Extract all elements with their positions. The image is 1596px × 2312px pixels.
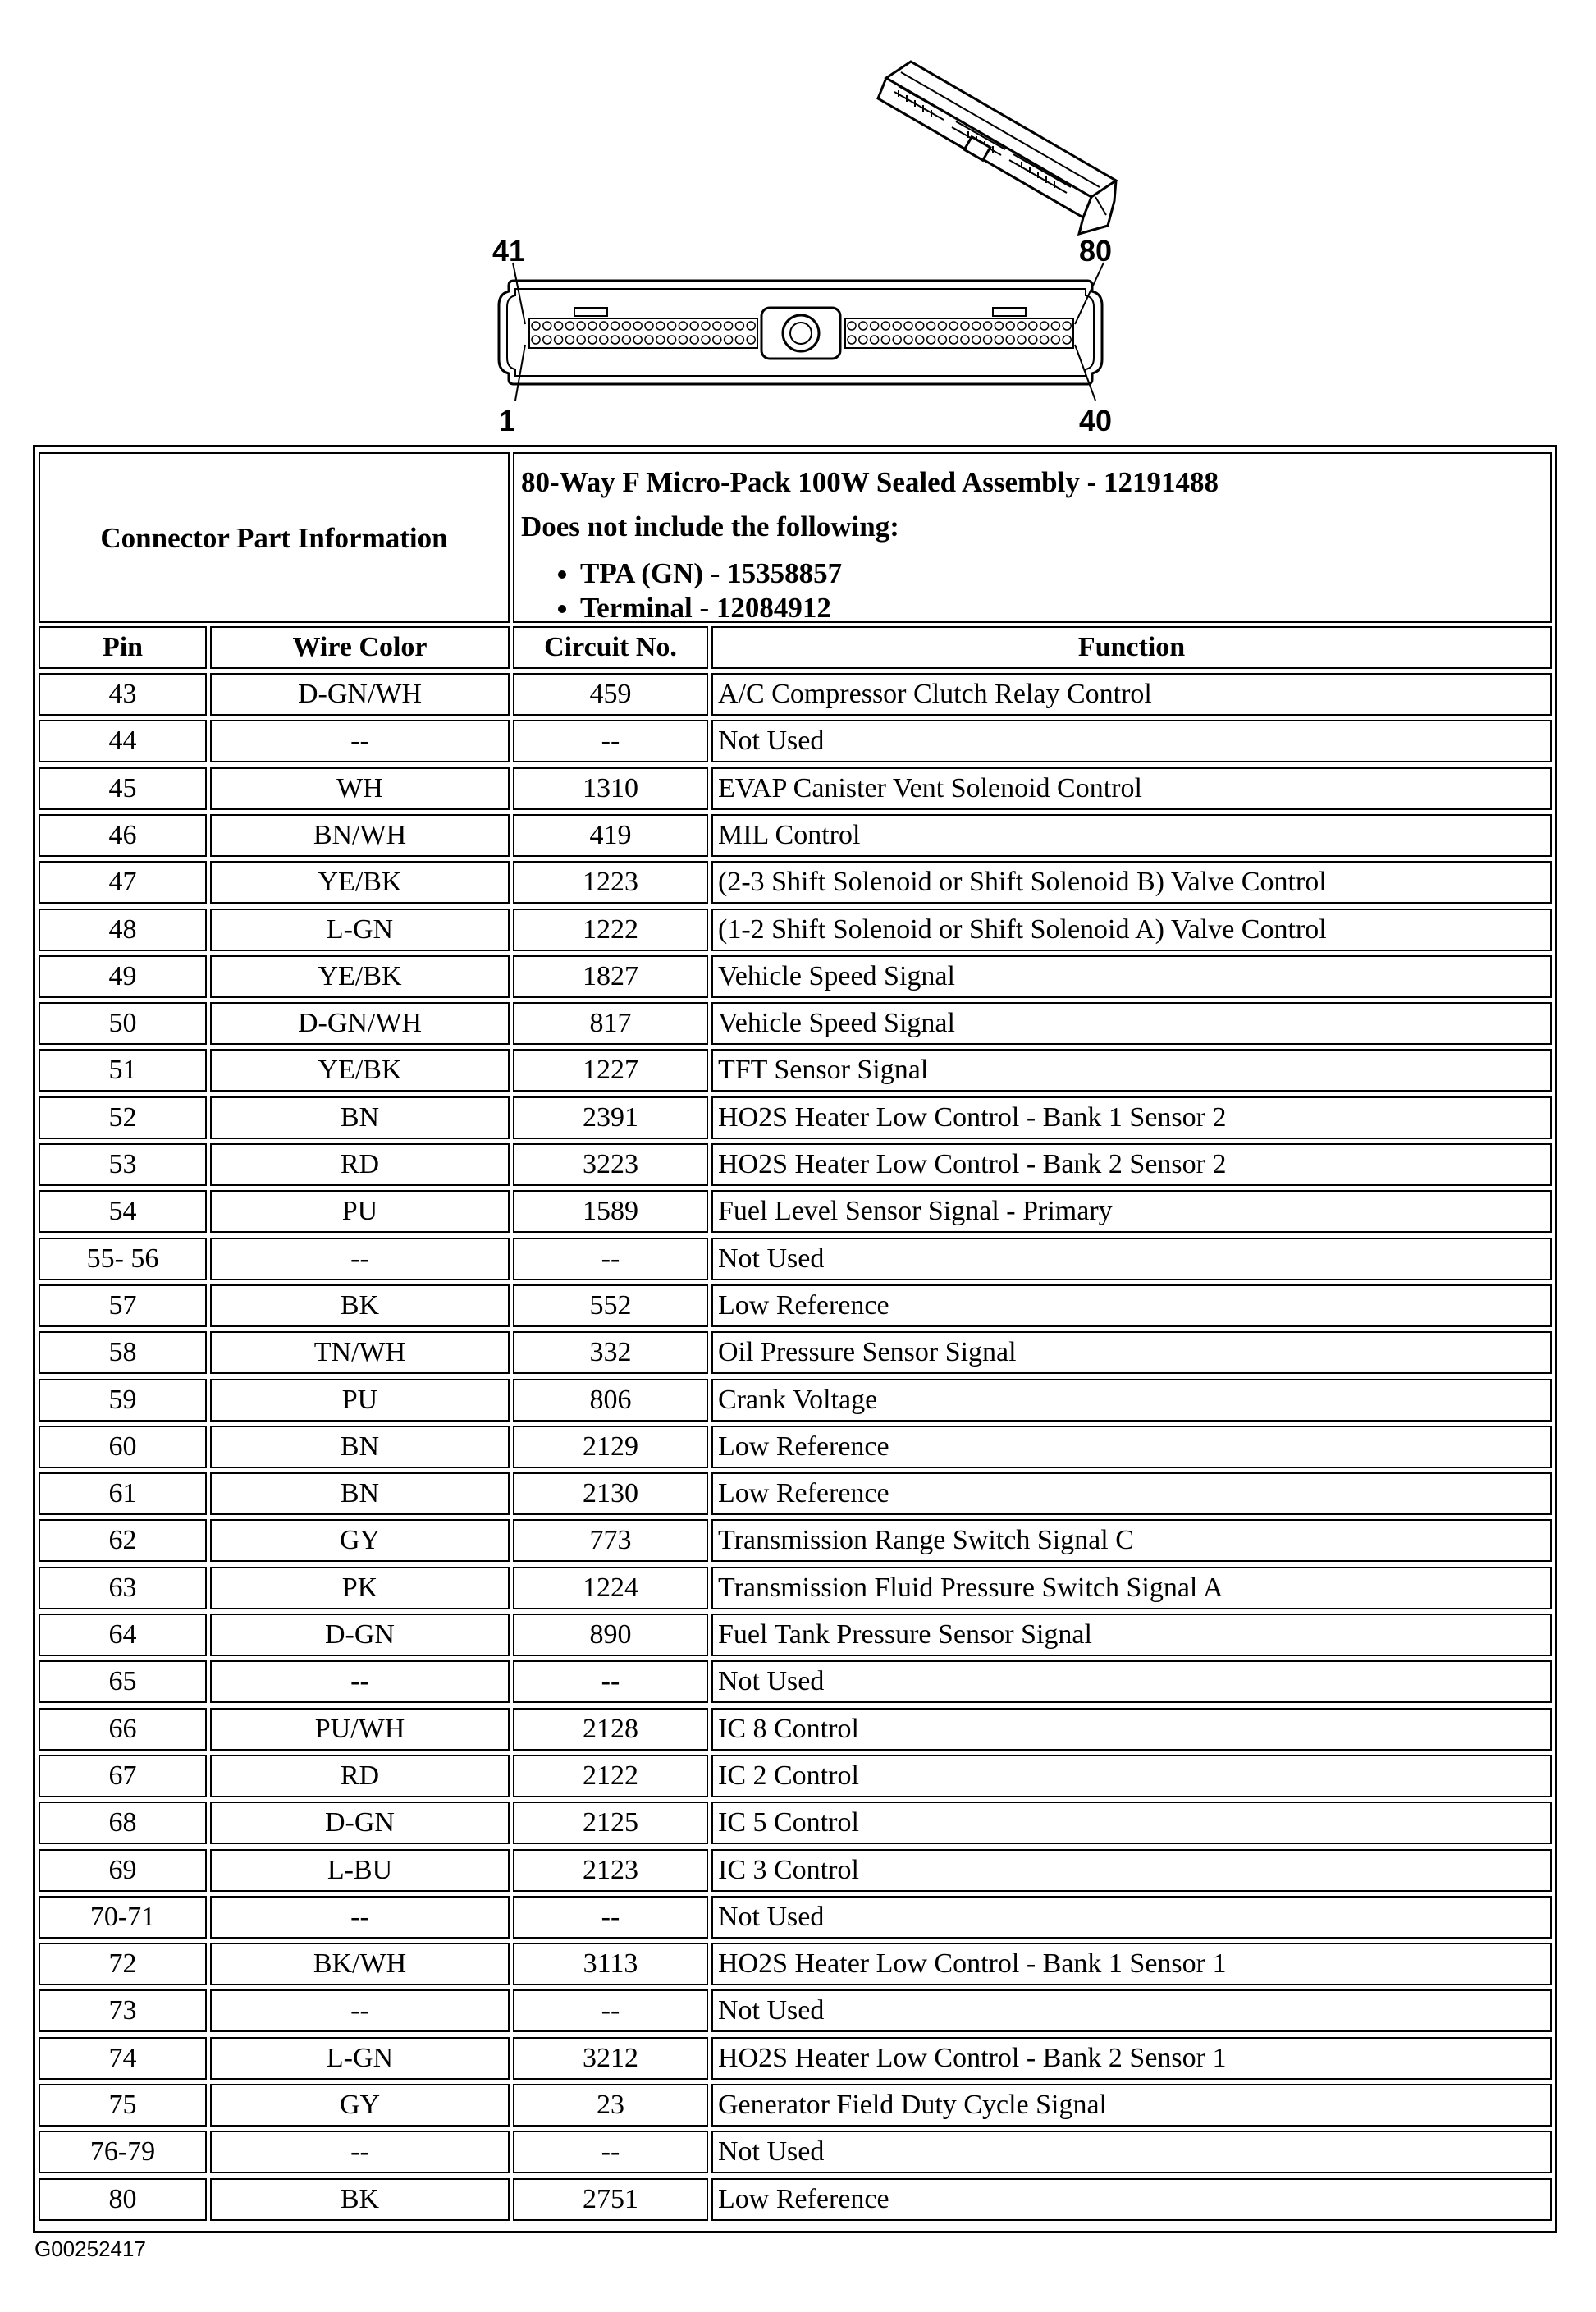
pin-cell: 64 bbox=[39, 1614, 207, 1656]
pin-cavity bbox=[972, 322, 981, 330]
pin-label-40: 40 bbox=[1079, 404, 1113, 437]
header-wire-color: Wire Color bbox=[210, 626, 510, 669]
pin-cavity bbox=[611, 322, 620, 330]
connector-front-view bbox=[499, 263, 1104, 401]
function-cell: Low Reference bbox=[711, 1284, 1552, 1327]
pin-cavity bbox=[1029, 322, 1037, 330]
pin-cavity bbox=[600, 322, 608, 330]
pin-cell: 60 bbox=[39, 1426, 207, 1468]
wire-color-cell: -- bbox=[210, 1660, 510, 1703]
function-cell: (2-3 Shift Solenoid or Shift Solenoid B) Valve Control bbox=[711, 861, 1552, 904]
function-cell: HO2S Heater Low Control - Bank 2 Sensor 1 bbox=[711, 2037, 1552, 2080]
function-cell: Transmission Range Switch Signal C bbox=[711, 1519, 1552, 1562]
pin-cavity bbox=[881, 322, 889, 330]
function-cell: HO2S Heater Low Control - Bank 1 Sensor 1 bbox=[711, 1943, 1552, 1985]
circuit-number-cell: 1310 bbox=[513, 767, 708, 810]
wire-color-cell: RD bbox=[210, 1143, 510, 1186]
function-cell: MIL Control bbox=[711, 814, 1552, 857]
wire-color-cell: L-GN bbox=[210, 909, 510, 951]
pin-cell: 74 bbox=[39, 2037, 207, 2080]
pin-cavity bbox=[656, 336, 665, 344]
pin-cavity bbox=[679, 336, 687, 344]
wire-color-cell: BN bbox=[210, 1472, 510, 1515]
pin-cell: 43 bbox=[39, 673, 207, 716]
pin-cavity bbox=[555, 322, 563, 330]
connector-diagram bbox=[0, 0, 1596, 447]
pin-cell: 75 bbox=[39, 2084, 207, 2127]
pin-cell: 49 bbox=[39, 955, 207, 998]
wire-color-cell: WH bbox=[210, 767, 510, 810]
pin-cell: 67 bbox=[39, 1755, 207, 1797]
pin-cavity bbox=[881, 336, 889, 344]
circuit-number-cell: 2123 bbox=[513, 1849, 708, 1892]
wire-color-cell: L-GN bbox=[210, 2037, 510, 2080]
function-cell: IC 8 Control bbox=[711, 1708, 1552, 1751]
circuit-number-cell: -- bbox=[513, 1896, 708, 1939]
pin-cavity bbox=[893, 322, 901, 330]
pin-cavity bbox=[927, 322, 935, 330]
header-function: Function bbox=[711, 626, 1552, 669]
circuit-number-cell: 773 bbox=[513, 1519, 708, 1562]
pin-cavity bbox=[645, 322, 653, 330]
wire-color-cell: BN bbox=[210, 1096, 510, 1139]
pin-cell: 72 bbox=[39, 1943, 207, 1985]
info-label-text: Connector Part Information bbox=[100, 521, 448, 554]
circuit-number-cell: 2391 bbox=[513, 1096, 708, 1139]
pin-cavity bbox=[735, 336, 743, 344]
pin-cavity bbox=[871, 336, 879, 344]
function-cell: Not Used bbox=[711, 2131, 1552, 2173]
circuit-number-cell: 552 bbox=[513, 1284, 708, 1327]
circuit-number-cell: 419 bbox=[513, 814, 708, 857]
pin-cell: 66 bbox=[39, 1708, 207, 1751]
pin-cavity bbox=[961, 336, 969, 344]
circuit-number-cell: 1589 bbox=[513, 1190, 708, 1233]
circuit-number-cell: 1223 bbox=[513, 861, 708, 904]
pin-cavity bbox=[1018, 336, 1026, 344]
pin-cavity bbox=[859, 322, 867, 330]
assembly-part-number: 80-Way F Micro-Pack 100W Sealed Assembly - 12191488 bbox=[521, 466, 1219, 498]
excluded-item-tpa: • TPA (GN) - 15358857 bbox=[580, 556, 1543, 591]
pin-cell: 61 bbox=[39, 1472, 207, 1515]
pin-cavity bbox=[668, 322, 676, 330]
pin-cavity bbox=[995, 322, 1003, 330]
pin-cell: 73 bbox=[39, 1989, 207, 2032]
function-cell: HO2S Heater Low Control - Bank 1 Sensor 2 bbox=[711, 1096, 1552, 1139]
pin-cavity bbox=[668, 336, 676, 344]
wire-color-cell: D-GN/WH bbox=[210, 673, 510, 716]
pin-cavity bbox=[938, 336, 946, 344]
pin-cavity bbox=[848, 322, 856, 330]
function-cell: Not Used bbox=[711, 1989, 1552, 2032]
function-cell: TFT Sensor Signal bbox=[711, 1049, 1552, 1092]
pin-cavity bbox=[725, 336, 733, 344]
pin-cavity bbox=[633, 322, 642, 330]
pin-cavity bbox=[679, 322, 687, 330]
pin-label-1: 1 bbox=[499, 404, 516, 437]
wire-color-cell: GY bbox=[210, 2084, 510, 2127]
pin-cell: 69 bbox=[39, 1849, 207, 1892]
connector-part-info-label bbox=[39, 452, 510, 623]
function-cell: Low Reference bbox=[711, 1472, 1552, 1515]
wire-color-cell: D-GN bbox=[210, 1614, 510, 1656]
function-cell: Generator Field Duty Cycle Signal bbox=[711, 2084, 1552, 2127]
wire-color-cell: PU bbox=[210, 1379, 510, 1422]
pin-cell: 59 bbox=[39, 1379, 207, 1422]
pin-cavity bbox=[565, 322, 574, 330]
pin-cavity bbox=[645, 336, 653, 344]
pin-cell: 51 bbox=[39, 1049, 207, 1092]
pin-cell: 54 bbox=[39, 1190, 207, 1233]
pin-cavity bbox=[600, 336, 608, 344]
wire-color-cell: YE/BK bbox=[210, 955, 510, 998]
pin-cavity bbox=[1063, 336, 1071, 344]
pin-cell: 50 bbox=[39, 1002, 207, 1045]
pin-cavity bbox=[995, 336, 1003, 344]
pin-cell: 47 bbox=[39, 861, 207, 904]
circuit-number-cell: -- bbox=[513, 1660, 708, 1703]
pin-cell: 62 bbox=[39, 1519, 207, 1562]
pin-cavity bbox=[1006, 322, 1014, 330]
function-cell: IC 5 Control bbox=[711, 1802, 1552, 1844]
wire-color-cell: RD bbox=[210, 1755, 510, 1797]
pin-cavity bbox=[611, 336, 620, 344]
circuit-number-cell: 890 bbox=[513, 1614, 708, 1656]
pin-label-41: 41 bbox=[492, 234, 526, 268]
function-cell: Not Used bbox=[711, 1896, 1552, 1939]
pin-cavity bbox=[725, 322, 733, 330]
pin-cell: 76-79 bbox=[39, 2131, 207, 2173]
wire-color-cell: L-BU bbox=[210, 1849, 510, 1892]
header-circuit-number: Circuit No. bbox=[513, 626, 708, 669]
wire-color-cell: D-GN/WH bbox=[210, 1002, 510, 1045]
pin-cavity bbox=[747, 322, 755, 330]
pin-cavity bbox=[622, 336, 630, 344]
wire-color-cell: BN/WH bbox=[210, 814, 510, 857]
pin-cavity bbox=[1040, 336, 1049, 344]
circuit-number-cell: 2130 bbox=[513, 1472, 708, 1515]
wire-color-cell: PU/WH bbox=[210, 1708, 510, 1751]
pin-cavity bbox=[984, 336, 992, 344]
wire-color-cell: BN bbox=[210, 1426, 510, 1468]
circuit-number-cell: -- bbox=[513, 1989, 708, 2032]
pin-cavity bbox=[633, 336, 642, 344]
header-pin: Pin bbox=[39, 626, 207, 669]
excluded-item-terminal: • Terminal - 12084912 bbox=[580, 591, 1543, 625]
function-cell: Not Used bbox=[711, 1660, 1552, 1703]
pinout-table bbox=[33, 445, 1557, 2233]
pin-cell: 44 bbox=[39, 720, 207, 762]
pin-cavity bbox=[565, 336, 574, 344]
pin-cell: 70-71 bbox=[39, 1896, 207, 1939]
circuit-number-cell: 459 bbox=[513, 673, 708, 716]
pin-cavity bbox=[904, 322, 912, 330]
pin-cell: 55- 56 bbox=[39, 1238, 207, 1280]
function-cell: A/C Compressor Clutch Relay Control bbox=[711, 673, 1552, 716]
pin-cavity bbox=[927, 336, 935, 344]
circuit-number-cell: 1224 bbox=[513, 1567, 708, 1609]
pin-cavity bbox=[713, 322, 721, 330]
pin-cavity bbox=[690, 322, 698, 330]
wire-color-cell: BK/WH bbox=[210, 1943, 510, 1985]
pin-cavity bbox=[735, 322, 743, 330]
wire-color-cell: -- bbox=[210, 720, 510, 762]
circuit-number-cell: 817 bbox=[513, 1002, 708, 1045]
circuit-number-cell: 2128 bbox=[513, 1708, 708, 1751]
pin-cavity bbox=[588, 336, 597, 344]
pin-cavity bbox=[972, 336, 981, 344]
pin-cavity bbox=[916, 322, 924, 330]
circuit-number-cell: -- bbox=[513, 2131, 708, 2173]
function-cell: Low Reference bbox=[711, 2178, 1552, 2221]
connector-3d-view bbox=[878, 62, 1116, 234]
pin-cavity bbox=[916, 336, 924, 344]
function-cell: Transmission Fluid Pressure Switch Signal A bbox=[711, 1567, 1552, 1609]
pin-cavity bbox=[656, 322, 665, 330]
circuit-number-cell: 1827 bbox=[513, 955, 708, 998]
wire-color-cell: BK bbox=[210, 1284, 510, 1327]
pin-label-80: 80 bbox=[1079, 234, 1113, 268]
function-cell: Vehicle Speed Signal bbox=[711, 1002, 1552, 1045]
circuit-number-cell: 2129 bbox=[513, 1426, 708, 1468]
circuit-number-cell: 3212 bbox=[513, 2037, 708, 2080]
pin-cavity bbox=[555, 336, 563, 344]
pin-cavity bbox=[1051, 336, 1059, 344]
function-cell: HO2S Heater Low Control - Bank 2 Sensor 2 bbox=[711, 1143, 1552, 1186]
pin-cell: 45 bbox=[39, 767, 207, 810]
function-cell: Crank Voltage bbox=[711, 1379, 1552, 1422]
function-cell: Fuel Tank Pressure Sensor Signal bbox=[711, 1614, 1552, 1656]
function-cell: Not Used bbox=[711, 1238, 1552, 1280]
circuit-number-cell: 332 bbox=[513, 1331, 708, 1374]
pin-cavity bbox=[938, 322, 946, 330]
pin-cavity bbox=[713, 336, 721, 344]
circuit-number-cell: 23 bbox=[513, 2084, 708, 2127]
wire-color-cell: PK bbox=[210, 1567, 510, 1609]
circuit-number-cell: 3223 bbox=[513, 1143, 708, 1186]
circuit-number-cell: 3113 bbox=[513, 1943, 708, 1985]
pin-cavity bbox=[702, 322, 710, 330]
pin-cavity bbox=[1040, 322, 1049, 330]
pin-cell: 46 bbox=[39, 814, 207, 857]
pin-cavity bbox=[1029, 336, 1037, 344]
circuit-number-cell: -- bbox=[513, 1238, 708, 1280]
wire-color-cell: D-GN bbox=[210, 1802, 510, 1844]
circuit-number-cell: 2125 bbox=[513, 1802, 708, 1844]
pin-cavity bbox=[532, 322, 540, 330]
wire-color-cell: YE/BK bbox=[210, 861, 510, 904]
pin-cavity bbox=[961, 322, 969, 330]
pin-cavity bbox=[859, 336, 867, 344]
pin-cavity bbox=[1018, 322, 1026, 330]
figure-id: G00252417 bbox=[34, 2236, 146, 2261]
pin-cell: 48 bbox=[39, 909, 207, 951]
pin-cavity bbox=[747, 336, 755, 344]
function-cell: Fuel Level Sensor Signal - Primary bbox=[711, 1190, 1552, 1233]
function-cell: Low Reference bbox=[711, 1426, 1552, 1468]
pin-cavity bbox=[904, 336, 912, 344]
exclusion-note: Does not include the following: bbox=[521, 510, 899, 543]
pin-cavity bbox=[543, 322, 551, 330]
pin-cavity bbox=[702, 336, 710, 344]
pin-cell: 58 bbox=[39, 1331, 207, 1374]
pin-cavity bbox=[1063, 322, 1071, 330]
pin-cavity bbox=[949, 322, 958, 330]
pin-cavity bbox=[984, 322, 992, 330]
function-cell: Not Used bbox=[711, 720, 1552, 762]
pin-cavity bbox=[543, 336, 551, 344]
function-cell: Oil Pressure Sensor Signal bbox=[711, 1331, 1552, 1374]
wire-color-cell: -- bbox=[210, 1238, 510, 1280]
pin-cell: 52 bbox=[39, 1096, 207, 1139]
pin-cavity bbox=[690, 336, 698, 344]
circuit-number-cell: -- bbox=[513, 720, 708, 762]
wire-color-cell: PU bbox=[210, 1190, 510, 1233]
pin-cavity bbox=[577, 336, 585, 344]
excluded-items-list bbox=[521, 556, 1543, 625]
function-cell: IC 3 Control bbox=[711, 1849, 1552, 1892]
circuit-number-cell: 2122 bbox=[513, 1755, 708, 1797]
pin-cavity bbox=[1006, 336, 1014, 344]
pin-cell: 63 bbox=[39, 1567, 207, 1609]
wire-color-cell: -- bbox=[210, 1989, 510, 2032]
pin-cavity bbox=[848, 336, 856, 344]
pin-cell: 68 bbox=[39, 1802, 207, 1844]
pin-cavity bbox=[532, 336, 540, 344]
circuit-number-cell: 1227 bbox=[513, 1049, 708, 1092]
wire-color-cell: YE/BK bbox=[210, 1049, 510, 1092]
circuit-number-cell: 2751 bbox=[513, 2178, 708, 2221]
wire-color-cell: -- bbox=[210, 2131, 510, 2173]
pin-cavity bbox=[1051, 322, 1059, 330]
circuit-number-cell: 806 bbox=[513, 1379, 708, 1422]
circuit-number-cell: 1222 bbox=[513, 909, 708, 951]
wire-color-cell: GY bbox=[210, 1519, 510, 1562]
wire-color-cell: TN/WH bbox=[210, 1331, 510, 1374]
pin-cavity bbox=[893, 336, 901, 344]
pin-cavity bbox=[588, 322, 597, 330]
pin-cell: 65 bbox=[39, 1660, 207, 1703]
function-cell: Vehicle Speed Signal bbox=[711, 955, 1552, 998]
function-cell: EVAP Canister Vent Solenoid Control bbox=[711, 767, 1552, 810]
connector-part-info-details bbox=[513, 452, 1552, 623]
pin-cell: 57 bbox=[39, 1284, 207, 1327]
wire-color-cell: BK bbox=[210, 2178, 510, 2221]
pin-cavity bbox=[577, 322, 585, 330]
pin-cavity bbox=[949, 336, 958, 344]
pin-cell: 53 bbox=[39, 1143, 207, 1186]
pin-cell: 80 bbox=[39, 2178, 207, 2221]
wire-color-cell: -- bbox=[210, 1896, 510, 1939]
function-cell: IC 2 Control bbox=[711, 1755, 1552, 1797]
pin-cavity bbox=[871, 322, 879, 330]
pin-cavity bbox=[622, 322, 630, 330]
function-cell: (1-2 Shift Solenoid or Shift Solenoid A) Valve Control bbox=[711, 909, 1552, 951]
